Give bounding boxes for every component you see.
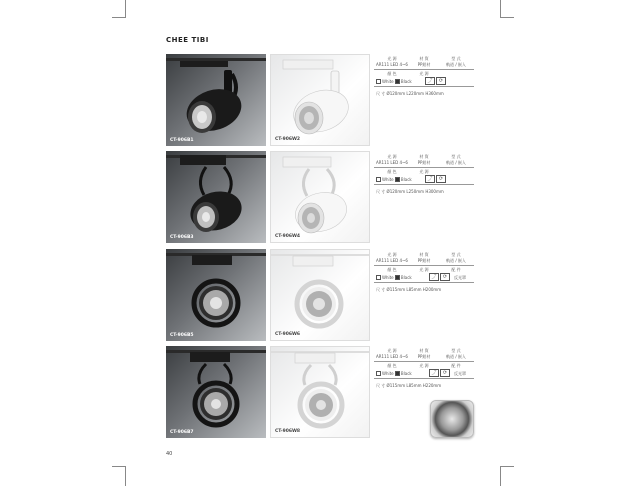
divider	[374, 184, 474, 185]
spec-value: AR111 LED 4~6	[376, 354, 408, 359]
spec-value: AR111 LED 4~6	[376, 62, 408, 67]
extra-header: 配 件	[451, 363, 461, 368]
spec-header: 材 質	[419, 56, 429, 61]
divider	[374, 86, 474, 87]
checkbox-filled-icon	[395, 177, 400, 182]
spec-value: 軌道 / 嵌入	[446, 62, 466, 67]
checkbox-icon	[376, 177, 381, 182]
spec-header: 材 質	[419, 252, 429, 257]
style-header: 光 源	[419, 169, 429, 174]
spec-value: PP鋁材	[417, 160, 431, 165]
product-code: CT-906B1	[170, 138, 194, 143]
color-option: Black	[400, 78, 412, 84]
color-header: 顏 色	[387, 267, 397, 272]
spec-header: 材 質	[419, 348, 429, 353]
crop-mark	[500, 466, 514, 467]
crop-mark	[500, 466, 501, 486]
spec-value: PP鋁材	[417, 258, 431, 263]
rotate-icon: ⟳	[440, 369, 450, 377]
divider	[374, 167, 474, 168]
divider	[374, 378, 474, 379]
crop-mark	[500, 17, 514, 18]
color-option: White	[382, 274, 394, 280]
product-code: CT-906B7	[170, 430, 194, 435]
style-header: 光 源	[419, 71, 429, 76]
style-header: 光 源	[419, 267, 429, 272]
product-code: CT-906B5	[170, 333, 194, 338]
rotate-icon: ⟳	[436, 175, 446, 183]
crop-mark	[112, 466, 126, 467]
spec-value: PP鋁材	[417, 354, 431, 359]
product-photo-white	[270, 151, 370, 243]
checkbox-icon	[376, 79, 381, 84]
product-code: CT-906W8	[275, 429, 301, 434]
dimensions: 尺 寸 Ø115mm L85mm H220mm	[376, 383, 442, 388]
product-photo-white	[270, 249, 370, 341]
product-photo-white	[270, 346, 370, 438]
color-header: 顏 色	[387, 363, 397, 368]
dimensions: 尺 寸 Ø120mm L220mm H360mm	[376, 91, 444, 96]
reflector-accessory-photo	[430, 400, 474, 438]
spec-header: 型 式	[451, 348, 461, 353]
product-photo-black	[166, 54, 266, 146]
product-photo-black	[166, 151, 266, 243]
spec-value: PP鋁材	[417, 62, 431, 67]
product-code: CT-906W2	[275, 137, 301, 142]
checkbox-filled-icon	[395, 275, 400, 280]
spec-table	[374, 56, 474, 97]
color-option: White	[382, 370, 394, 376]
checkbox-filled-icon	[395, 371, 400, 376]
spec-value: 軌道 / 嵌入	[446, 354, 466, 359]
spec-header: 光 源	[387, 154, 397, 159]
spec-header: 光 源	[387, 348, 397, 353]
spec-value: 軌道 / 嵌入	[446, 258, 466, 263]
crop-mark	[500, 0, 501, 18]
color-option: White	[382, 78, 394, 84]
page-number: 40	[166, 451, 173, 457]
dimensions: 尺 寸 Ø120mm L250mm H300mm	[376, 189, 444, 194]
spec-header: 型 式	[451, 154, 461, 159]
divider	[374, 265, 474, 266]
extra-value: 反光罩	[454, 274, 466, 280]
divider	[374, 282, 474, 283]
checkbox-filled-icon	[395, 79, 400, 84]
spec-table	[374, 154, 474, 195]
product-code: CT-906B3	[170, 235, 194, 240]
spec-header: 材 質	[419, 154, 429, 159]
spec-header: 型 式	[451, 252, 461, 257]
divider	[374, 69, 474, 70]
checkbox-icon	[376, 275, 381, 280]
spec-value: AR111 LED 4~6	[376, 258, 408, 263]
spec-header: 光 源	[387, 56, 397, 61]
spec-header: 光 源	[387, 252, 397, 257]
color-option: Black	[400, 274, 412, 280]
hook-icon: ⤴	[429, 369, 439, 377]
spec-table	[374, 252, 474, 293]
rotate-icon: ⟳	[436, 77, 446, 85]
extra-value: 反光罩	[454, 370, 466, 376]
spec-table	[374, 348, 474, 389]
checkbox-icon	[376, 371, 381, 376]
rotate-icon: ⟳	[440, 273, 450, 281]
spec-header: 型 式	[451, 56, 461, 61]
product-code: CT-906W6	[275, 332, 301, 337]
product-photo-white	[270, 54, 370, 146]
dimensions: 尺 寸 Ø115mm L85mm H200mm	[376, 287, 442, 292]
product-code: CT-906W4	[275, 234, 301, 239]
extra-header: 配 件	[451, 267, 461, 272]
color-option: Black	[400, 176, 412, 182]
spec-value: 軌道 / 嵌入	[446, 160, 466, 165]
style-header: 光 源	[419, 363, 429, 368]
color-header: 顏 色	[387, 71, 397, 76]
hook-icon: ⤴	[425, 175, 435, 183]
color-header: 顏 色	[387, 169, 397, 174]
divider	[374, 361, 474, 362]
section-title: CHEE TIBI	[166, 36, 209, 44]
hook-icon: ⤴	[425, 77, 435, 85]
hook-icon: ⤴	[429, 273, 439, 281]
color-option: White	[382, 176, 394, 182]
crop-mark	[125, 466, 126, 486]
product-photo-black	[166, 346, 266, 438]
crop-mark	[125, 0, 126, 18]
color-option: Black	[400, 370, 412, 376]
crop-mark	[112, 17, 126, 18]
product-photo-black	[166, 249, 266, 341]
spec-value: AR111 LED 4~6	[376, 160, 408, 165]
